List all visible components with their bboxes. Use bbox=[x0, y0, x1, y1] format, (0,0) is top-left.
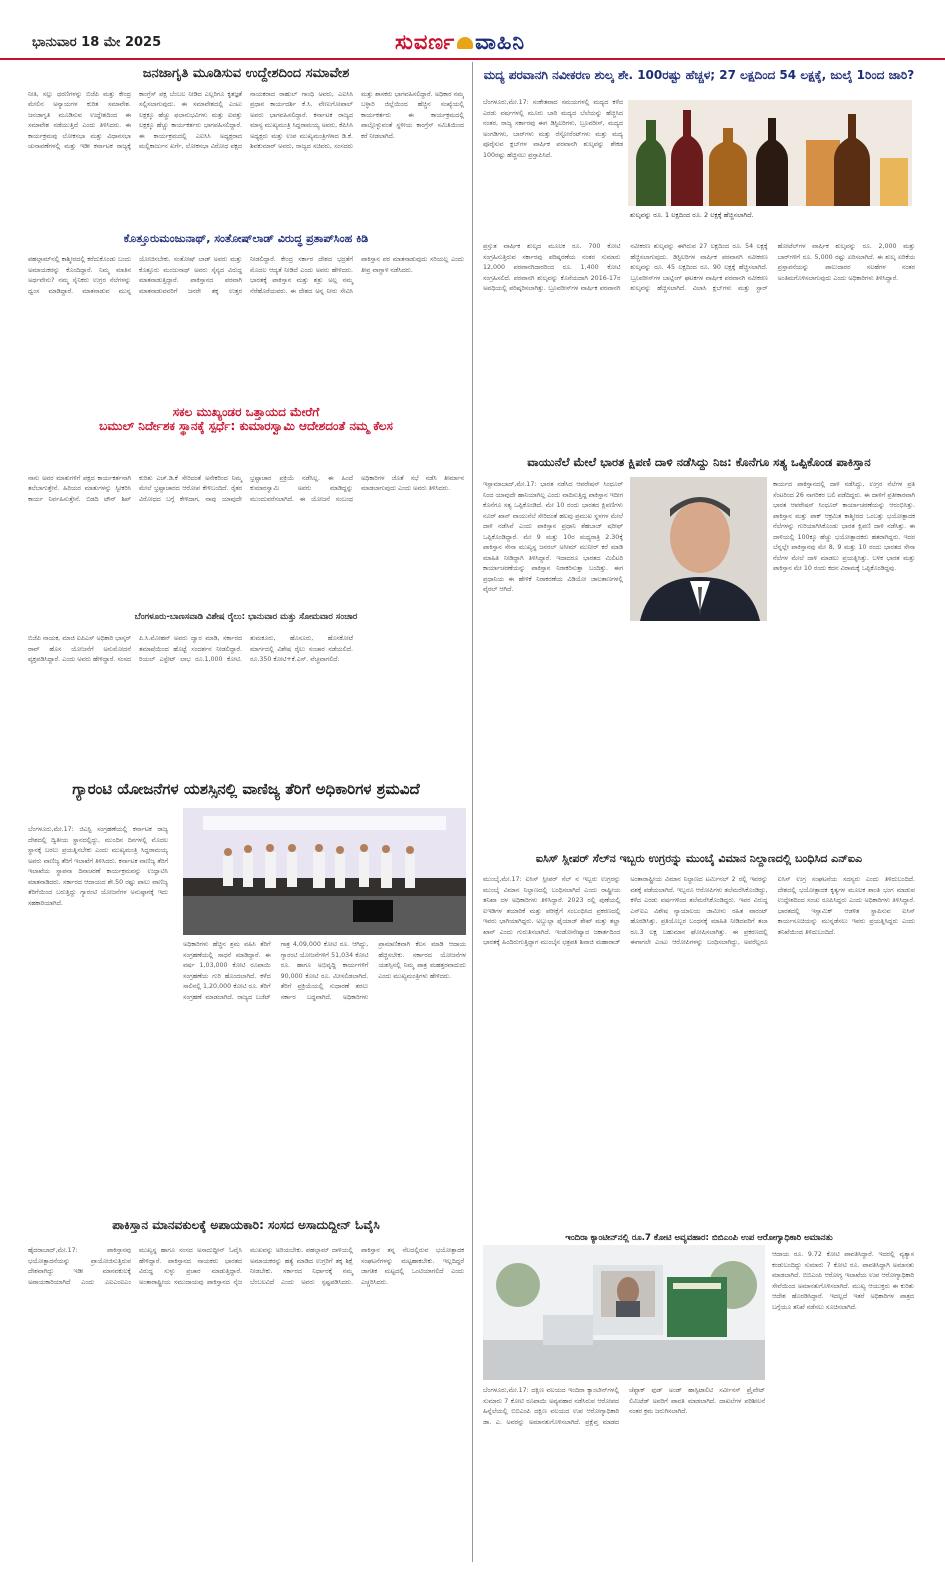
article-indira-canteen bbox=[483, 1233, 915, 1243]
headline: ಐಸಿಸ್ ಸ್ಲೀಪರ್ ಸೆಲ್‌ನ ಇಬ್ಬರು ಉಗ್ರರನ್ನು ಮುಂಬೈ ವಿಮಾನ ನಿಲ್ದಾಣದಲ್ಲಿ ಬಂಧಿಸಿದ ಎನ್‌ಐಎ bbox=[535, 852, 863, 865]
article-liquor-license bbox=[483, 68, 915, 82]
headline: ಜನಜಾಗೃತಿ ಮೂಡಿಸುವ ಉದ್ದೇಶದಿಂದ ಸಮಾವೇಶ bbox=[142, 66, 350, 81]
article-isis-arrest bbox=[483, 852, 915, 1200]
headline: ಇಂದಿರಾ ಕ್ಯಾಂಟೀನ್‌ನಲ್ಲಿ ರೂ.7 ಕೋಟಿ ಅವ್ಯವಹಾರ: ಬಿಬಿಎಂಪಿ ಉಪ ಆರೋಗ್ಯಾಧಿಕಾರಿ ಅಮಾನತು bbox=[565, 1233, 833, 1243]
article-special-train bbox=[28, 612, 464, 744]
headline: ಕೊತ್ತೂರುಮಂಜುನಾಥ್, ಸಂತೋಷ್‌ಲಾಡ್ ವಿರುದ್ಧ ಪ್ರತಾಪ್‌ಸಿಂಹ ಕಿಡಿ bbox=[123, 232, 369, 245]
article-guarantee bbox=[28, 780, 464, 798]
article-liquor-body-top: ಬೆಂಗಳೂರು,ಮೇ.17: ಸಂಕೇತವಾದ ಸಮಯಗಳಲ್ಲಿ ಮದ್ಯದ ಕಳೆದ ಎರಡು ವರ್ಷಗಳಲ್ಲಿ ಮೂರು ಬಾರಿ ಮದ್ಯದ ಬೆಲೆಯನ್ನು ಹೆಚ್ಚಿಸಿದ ನಂತರ, ರಾಜ್ಯ ಸರ್ಕಾರವು ಈಗ ಡಿಸ್ಟಿಲರಿಗಳು, ಬ್ರೂವರೀಸ್, ಮದ್ಯದ ಅಂಗಡಿಗಳು, ಬಾರ್‌ಗಳು ಮತ್ತು ರೆಸ್ಟೋರೆಂಟ್‌ಗಳು ಮತ್ತು ಮದ್ಯ ಪೂರೈಸುವ ಕ್ಲಬ್‌ಗಳ ವಾರ್ಷಿಕ ಪರವಾನಗಿ ಶುಲ್ಕವನ್ನು ಶೇಕಡ 100ರಷ್ಟು ಹೆಚ್ಚಿಸಲು ಪ್ರಸ್ತಾಪಿಸಿದೆ. bbox=[483, 99, 623, 159]
headline-line-2: ಬಮುಲ್ ನಿರ್ದೇಶಕ ಸ್ಥಾನಕ್ಕೆ ಸ್ಪರ್ಧೆ: ಕುಮಾರಸ್ವಾಮಿ ಆದೇಶದಂತೆ ನಮ್ಮ ಕೆಲಸ bbox=[99, 419, 393, 434]
article-indira-body-right: ಆದಾಯ ರೂ. 9.72 ಕೋಟಿ ಪಾವತಿಸಿದ್ದಾರೆ. ಇದರಲ್ಲಿ ವ್ಯತ್ಯಾಸ ಕಂಡುಬಂದಿದ್ದು ಸುಮಾರು 7 ಕೋಟಿ ರೂ. ಪಾವತಿಸಿದ್ದಾಗಿ ಅಮಾನತು ಮಾಡಲಾಗಿದೆ. ಬಿಬಿಎಂಪಿ ಆರೋಗ್ಯ ಇಲಾಖೆಯ ಉಪ ಆರೋಗ್ಯಾಧಿಕಾರಿ ಸೇವೆಯಿಂದ ಅಮಾನತುಗೊಳಿಸಲಾಗಿದೆ. ಮುಖ್ಯ ಆಯುಕ್ತರು ಈ ಕುರಿತು ಆದೇಶ ಹೊರಡಿಸಿದ್ದಾರೆ. ಇದಲ್ಲದೆ ಇತರೆ ಅಧಿಕಾರಿಗಳ ಪಾತ್ರದ ಬಗ್ಗೆಯೂ ತನಿಖೆ ನಡೆಸಲು ಸೂಚಿಸಲಾಗಿದೆ. bbox=[772, 1251, 914, 1311]
article-guarantee-body-top: ಬೆಂಗಳೂರು,ಮೇ.17: ಜಿಎಸ್ಟಿ ಸಂಗ್ರಹಣೆಯಲ್ಲಿ ಕರ್ನಾಟಕ ರಾಜ್ಯ ದೇಶದಲ್ಲಿ ದ್ವಿತೀಯ ಸ್ಥಾನದಲ್ಲಿದ್ದು, ಮುಂದಿನ ದಿನಗಳಲ್ಲಿ ಮೊದಲ ಸ್ಥಾನಕ್ಕೆ ಬರಲು ಪ್ರಯತ್ನಿಸಬೇಕು ಎಂದು ಮುಖ್ಯಮಂತ್ರಿ ಸಿದ್ದರಾಮಯ್ಯ ಅವರು ವಾಣಿಜ್ಯ ತೆರಿಗೆ ಇಲಾಖೆಗೆ ತಿಳಿಸಿದರು. ಕರ್ನಾಟಕ ವಾಣಿಜ್ಯ ತೆರಿಗೆ ಇಲಾಖೆಯ ಸ್ಥಾಪನಾ ದಿನಾಚರಣೆ ಕಾರ್ಯಕ್ರಮವನ್ನು ಉದ್ಘಾಟಿಸಿ ಮಾತನಾಡಿದರು. ಸರ್ಕಾರದ ಆದಾಯದ ಶೇ.50 ರಷ್ಟು ಪಾಲು ವಾಣಿಜ್ಯ ತೆರಿಗೆಯಿಂದ ಬರುತ್ತಿದ್ದು ಗ್ಯಾರಂಟಿ ಯೋಜನೆಗಳ ಅನುಷ್ಠಾನಕ್ಕೆ ಇದು ಸಹಕಾರಿಯಾಗಿದೆ. bbox=[28, 826, 168, 907]
photo-caption: ಶುಲ್ಕವನ್ನು ರೂ. 1 ಲಕ್ಷದಿಂದ ರೂ. 2 ಲಕ್ಷಕ್ಕೆ ಹೆಚ್ಚಿಸಲಾಗಿದೆ. bbox=[630, 211, 754, 219]
shehbaz-sharif-photo bbox=[630, 477, 767, 621]
logo-lamp-icon bbox=[457, 37, 473, 49]
headline-line-1: ಸಕಲ ಮುಖ್ಯಂಡರ ಒತ್ತಾಯದ ಮೇರೆಗೆ bbox=[172, 405, 320, 419]
article-body: ಹೈದರಾಬಾದ್,ಮೇ.17: ಪಾಕಿಸ್ತಾನವು ಭಯೋತ್ಪಾದನೆಯನ್ನು ಪ್ರಾಯೋಜಿಸುತ್ತಿರುವ ದೇಶವಾಗಿದ್ದು ಇಡೀ ಮಾನವಕುಲಕ್ಕೆ ಅಪಾಯಕಾರಿಯಾಗಿದೆ ಎಂದು ಎಐಎಂಐಎಂ ಮುಖ್ಯಸ್ಥ ಹಾಗೂ ಸಂಸದ ಅಸಾದುದ್ದೀನ್ ಓವೈಸಿ ಹೇಳಿದ್ದಾರೆ. ಪಾಕಿಸ್ತಾನದ ನಾಯಕರು ಭಾರತದ ವಿರುದ್ಧ ಸುಳ್ಳು ಪ್ರಚಾರ ಮಾಡುತ್ತಿದ್ದಾರೆ. ಅಂತಾರಾಷ್ಟ್ರೀಯ ಸಮುದಾಯವು ಪಾಕಿಸ್ತಾನದ ನೈಜ ಮುಖವನ್ನು ಅರಿಯಬೇಕು. ಪಹಲ್ಗಾಮ್ ದಾಳಿಯಲ್ಲಿ ಅಮಾಯಕರನ್ನು ಹತ್ಯೆ ಮಾಡಿದ ಉಗ್ರರಿಗೆ ತಕ್ಕ ಶಿಕ್ಷೆ ನೀಡಬೇಕು. ಸರ್ಕಾರದ ನಿರ್ಧಾರಕ್ಕೆ ನಮ್ಮ ಬೆಂಬಲವಿದೆ ಎಂದು ಅವರು ಸ್ಪಷ್ಟಪಡಿಸಿದರು. ಪಾಕಿಸ್ತಾನ ತನ್ನ ನೆಲದಲ್ಲಿರುವ ಭಯೋತ್ಪಾದಕ ಸಂಘಟನೆಗಳನ್ನು ಮಟ್ಟಹಾಕಬೇಕು. ಇಲ್ಲದಿದ್ದರೆ ಜಾಗತಿಕ ಮಟ್ಟದಲ್ಲಿ ಒಂಟಿಯಾಗಲಿದೆ ಎಂದು ಎಚ್ಚರಿಸಿದರು. bbox=[28, 1247, 464, 1286]
article-pakistan-admits bbox=[483, 456, 915, 470]
column-divider bbox=[472, 62, 473, 1562]
article-body: ನಾನು ಅವರ ಮಾತುಗಳಿಗೆ ಪಕ್ಷದ ಕಾರ್ಯಕರ್ತನಾಗಿ ತಲೆಬಾಗುತ್ತೇನೆ. ಹಿರಿಯರ ಮಾತುಗಳನ್ನು ಸ್ವೀಕರಿಸಿ ಕಾರ್ಯ ನಿರ್ವಹಿಸುತ್ತೇನೆ. ಬಿಡದಿ ಟೌನ್ ಶಿಪ್ ಕುರಿತು ಎಚ್.ಡಿ.ಕೆ ಸೇರಿದಂತೆ ಅನೇಕರಿಂದ ನಿಮ್ಮ ಮೇಲೆ ಭ್ರಷ್ಟಾಚಾರದ ಆರೋಪ ಕೇಳಿಬಂದಿದೆ. ರೈತರ ವಿರೋಧದ ಬಗ್ಗೆ ಕೇಳಿದಾಗ, ನಾವು ಯಾವುದೇ ಭ್ರಷ್ಟಾಚಾರ ಪ್ರಕ್ರಿಯೆ ನಡೆಸಿಲ್ಲ. ಈ ಹಿಂದೆ ಕುಮಾರಸ್ವಾಮಿ ಅವರು ಮಾಡಿದ್ದನ್ನು ಮುಂದುವರೆಸಲಾಗಿದೆ. ಈ ಯೋಜನೆ ಸಂಬಂಧ ಅಧಿಕಾರಿಗಳ ಜೊತೆ ಸಭೆ ನಡೆಸಿ ತೀರ್ಮಾನ ಮಾಡಲಾಗುವುದು ಎಂದು ಅವರು ತಿಳಿಸಿದರು. bbox=[28, 474, 464, 503]
article-liquor-body-bottom: ಪ್ರಸ್ತುತ ವಾರ್ಷಿಕ ಶುಲ್ಕದ ಮೂಲಕ ರೂ. 700 ಕೋಟಿ ಸಂಗ್ರಹಿಸುತ್ತಿರುವ ಸರ್ಕಾರವು ಪರಿಷ್ಕರಣೆಯ ನಂತರ ಸುಮಾರು 12,000 ಪರವಾನಗಿದಾರರಿಂದ ರೂ. 1,400 ಕೋಟಿ ಸಂಗ್ರಹಿಸಲಿದೆ. ಪರವಾನಗಿ ಶುಲ್ಕವನ್ನು ಕೊನೆಯದಾಗಿ 2016-17ರ ಅವಧಿಯಲ್ಲಿ ಪರಿಷ್ಕರಿಸಲಾಗಿತ್ತು. ಬ್ರೂವರೀಸ್‌ಗಳ ವಾರ್ಷಿಕ ಪರವಾನಗಿ ನವೀಕರಣ ಶುಲ್ಕವನ್ನು ಈಗಿರುವ 27 ಲಕ್ಷದಿಂದ ರೂ. 54 ಲಕ್ಷಕ್ಕೆ ಹೆಚ್ಚಿಸಲಾಗುವುದು. ಡಿಸ್ಟಿಲರಿಗಳ ವಾರ್ಷಿಕ ಪರವಾನಗಿ ನವೀಕರಣ ಶುಲ್ಕವನ್ನು ರೂ. 45 ಲಕ್ಷದಿಂದ ರೂ. 90 ಲಕ್ಷಕ್ಕೆ ಹೆಚ್ಚಿಸಲಾಗಿದೆ. ಬ್ರೂವರೀಸ್‌ಗಳ ಬಾಟ್ಲಿಂಗ್ ಘಟಕಗಳ ವಾರ್ಷಿಕ ಪರವಾನಗಿ ನವೀಕರಣ ಶುಲ್ಕವನ್ನು ಹೆಚ್ಚಿಸಲಾಗಿದೆ. ವಿಲಾಸಿ ಕ್ಲಬ್‌ಗಳು ಮತ್ತು ಸ್ಟಾರ್ ಹೋಟೆಲ್‌ಗಳ ವಾರ್ಷಿಕ ಶುಲ್ಕವನ್ನು ರೂ. 2,000 ಮತ್ತು ಬಾರ್‌ಗಳಿಗೆ ರೂ. 5,000 ರಷ್ಟು ಏರಿಸಲಾಗಿದೆ. ಈ ಶುಲ್ಕ ಏರಿಕೆಯ ಪ್ರಸ್ತಾವನೆಯನ್ನು ಪಾಲುದಾರರ ಸಲಹೆಗಳ ನಂತರ ಅಂತಿಮಗೊಳಿಸಲಾಗುವುದು ಎಂದು ಅಧಿಕಾರಿಗಳು ತಿಳಿಸಿದ್ದಾರೆ. bbox=[483, 243, 915, 292]
headline: ಗ್ಯಾರಂಟಿ ಯೋಜನೆಗಳ ಯಶಸ್ಸಿನಲ್ಲಿ ವಾಣಿಜ್ಯ ತೆರಿಗೆ ಅಧಿಕಾರಿಗಳ ಶ್ರಮವಿದೆ bbox=[72, 780, 420, 798]
article-guarantee-body-bottom: ಅಧಿಕಾರಿಗಳು ಹೆಚ್ಚಿನ ಶ್ರಮ ವಹಿಸಿ ತೆರಿಗೆ ಸಂಗ್ರಹಣೆಯಲ್ಲಿ ಸಾಧನೆ ಮಾಡಿದ್ದಾರೆ. ಈ ವರ್ಷ 1,03,000 ಕೋಟಿ ರೂಪಾಯಿ ಸಂಗ್ರಹಣೆಯ ಗುರಿ ಹೊಂದಲಾಗಿದೆ. ಕಳೆದ ಸಾಲಿನಲ್ಲಿ 1,20,000 ಕೋಟಿ ರೂ. ತೆರಿಗೆ ಸಂಗ್ರಹಣೆ ಮಾಡಲಾಗಿದೆ. ರಾಜ್ಯದ ಬಜೆಟ್ ಗಾತ್ರ 4,09,000 ಕೋಟಿ ರೂ. ಆಗಿದ್ದು, ಗ್ಯಾರಂಟಿ ಯೋಜನೆಗಳಿಗೆ 51,034 ಕೋಟಿ ರೂ. ಹಾಗೂ ಅಭಿವೃದ್ಧಿ ಕಾರ್ಯಗಳಿಗೆ 90,000 ಕೋಟಿ ರೂ. ಮೀಸಲಿಡಲಾಗಿದೆ. ತೆರಿಗೆ ಪ್ರಕ್ರಿಯೆಯಲ್ಲಿ ಸುಧಾರಣೆ ತರಲು ಸರ್ಕಾರ ಬದ್ಧವಾಗಿದೆ. ಅಧಿಕಾರಿಗಳು ಪ್ರಾಮಾಣಿಕವಾಗಿ ಕೆಲಸ ಮಾಡಿ ಆದಾಯ ಹೆಚ್ಚಿಸಬೇಕು. ಸರ್ಕಾರದ ಯೋಜನೆಗಳ ಯಶಸ್ಸಿನಲ್ಲಿ ನಿಮ್ಮ ಪಾತ್ರ ಮಹತ್ತರವಾದುದು ಎಂದು ಮುಖ್ಯಮಂತ್ರಿಗಳು ಹೇಳಿದರು. bbox=[183, 941, 466, 1001]
article-indira-body-bottom: ಬೆಂಗಳೂರು,ಮೇ.17: ದಕ್ಷಿಣ ವಲಯದ ಇಂದಿರಾ ಕ್ಯಾಂಟೀನ್‌ಗಳಲ್ಲಿ ಸುಮಾರು 7 ಕೋಟಿ ರೂಪಾಯಿ ಅವ್ಯವಹಾರ ನಡೆಸಿರುವ ಆರೋಪದ ಹಿನ್ನೆಲೆಯಲ್ಲಿ ಬಿಬಿಎಂಪಿ ದಕ್ಷಿಣ ವಲಯದ ಉಪ ಆರೋಗ್ಯಾಧಿಕಾರಿ ಡಾ. ಎ. ಅವರನ್ನು ಅಮಾನತುಗೊಳಿಸಲಾಗಿದೆ. ಪ್ರಕ್ಷೆಪ್ತ ಮಾಡದ ಚೆಫ್ಟಾಕ್ ಫುಡ್ ಅಂಡ್ ಹಾಸ್ಪಿಟಾಲಿಟಿ ಸರ್ವೀಸಸ್ ಪ್ರೈವೇಟ್ ಲಿಮಿಟೆಡ್ ಅವರಿಗೆ ಪಾವತಿ ಮಾಡಲಾಗಿದೆ. ದಾಖಲೆಗಳ ಪರಿಶೀಲನೆ ನಂತರ ಕ್ರಮ ಜರುಗಿಸಲಾಗಿದೆ. bbox=[483, 1387, 765, 1426]
logo-text-left: ಸುವರ್ಣ bbox=[395, 30, 456, 54]
article-owaisi bbox=[28, 1218, 464, 1546]
article-prathapsimha bbox=[28, 232, 464, 379]
liquor-bottles-photo bbox=[628, 100, 912, 206]
article-body: ಮುಂಬೈ,ಮೇ.17: ಐಸಿಸ್ ಸ್ಲೀಪರ್ ಸೆಲ್ ನ ಇಬ್ಬರು ಉಗ್ರರನ್ನು ಮುಂಬೈ ವಿಮಾನ ನಿಲ್ದಾಣದಲ್ಲಿ ಬಂಧಿಸಲಾಗಿದೆ ಎಂದು ರಾಷ್ಟ್ರೀಯ ತನಿಖಾ ದಳ ಅಧಿಕಾರಿಗಳು ತಿಳಿಸಿದ್ದಾರೆ. 2023 ರಲ್ಲಿ ಪುಣೆಯಲ್ಲಿ ಐಇಡಿಗಳ ತಯಾರಿಕೆ ಮತ್ತು ಪರೀಕ್ಷೆಗೆ ಸಂಬಂಧಿಸಿದ ಪ್ರಕರಣದಲ್ಲಿ ಇವರು ಭಾಗಿಯಾಗಿದ್ದರು. ಅಬ್ದುಲ್ಲಾ ಫೈಯಾಜ್ ಶೇಖ್ ಮತ್ತು ತಲ್ಹಾ ಖಾನ್ ಎಂದು ಗುರುತಿಸಲಾಗಿದೆ. ಇಂಡೋನೇಷ್ಯಾದ ಜಕಾರ್ತದಿಂದ ಭಾರತಕ್ಕೆ ಹಿಂದಿರುಗುತ್ತಿದ್ದಾಗ ಮುಂಬೈನ ಛತ್ರಪತಿ ಶಿವಾಜಿ ಮಹಾರಾಜ್ ಅಂತಾರಾಷ್ಟ್ರೀಯ ವಿಮಾನ ನಿಲ್ದಾಣದ ಟರ್ಮಿನಲ್ 2 ರಲ್ಲಿ ಇವರನ್ನು ವಶಕ್ಕೆ ಪಡೆಯಲಾಗಿದೆ. ಇಬ್ಬರೂ ಆರೋಪಿಗಳು ತಲೆಮರೆಸಿಕೊಂಡಿದ್ದು, ಕಳೆದ ಎರಡು ವರ್ಷಗಳಿಂದ ತಲೆಮರೆಸಿಕೊಂಡಿದ್ದರು. ಇವರ ವಿರುದ್ಧ ಎನ್‌ಐಎ ವಿಶೇಷ ನ್ಯಾಯಾಲಯ ಜಾಮೀನು ರಹಿತ ವಾರಂಟ್ ಹೊರಡಿಸಿತ್ತು. ಪ್ರತಿಯೊಬ್ಬರ ಬಂಧನಕ್ಕೆ ಮಾಹಿತಿ ನೀಡಿದವರಿಗೆ ತಲಾ ರೂ.3 ಲಕ್ಷ ಬಹುಮಾನ ಘೋಷಿಸಲಾಗಿತ್ತು. ಈ ಪ್ರಕರಣದಲ್ಲಿ ಈಗಾಗಲೇ ಎಂಟು ಆರೋಪಿಗಳನ್ನು ಬಂಧಿಸಲಾಗಿದ್ದು, ಅವರೆಲ್ಲರೂ ಐಸಿಸ್ ಉಗ್ರ ಸಂಘಟನೆಯ ಸದಸ್ಯರು ಎಂದು ತಿಳಿದುಬಂದಿದೆ. ದೇಶದಲ್ಲಿ ಭಯೋತ್ಪಾದಕ ಕೃತ್ಯಗಳ ಮೂಲಕ ಶಾಂತಿ ಭಂಗ ಮಾಡುವ ಉದ್ದೇಶದಿಂದ ಸಂಚು ರೂಪಿಸಿದ್ದರು ಎಂದು ಅಧಿಕಾರಿಗಳು ತಿಳಿಸಿದ್ದಾರೆ. ಭಾರತದಲ್ಲಿ ಇಸ್ಲಾಮಿಕ್ ಆಡಳಿತ ಸ್ಥಾಪಿಸುವ ಐಸಿಸ್ ಕಾರ್ಯಸೂಚಿಯನ್ನು ಮುನ್ನಡೆಸಲು ಇವರು ಪ್ರಯತ್ನಿಸಿದ್ದರು ಎಂದು ತನಿಖೆಯಿಂದ ತಿಳಿದುಬಂದಿದೆ. bbox=[483, 876, 915, 947]
headline: ಬೆಂಗಳೂರು-ಬಾಣಸವಾಡಿ ವಿಶೇಷ ರೈಲು: ಭಾನುವಾರ ಮತ್ತು ಸೋಮವಾರ ಸಂಚಾರ bbox=[134, 612, 358, 622]
article-body: ಬಿಜೆಪಿ ನಾಯಕ, ಮಾಜಿ ಐಪಿಎಸ್ ಅಧಿಕಾರಿ ಭಾಸ್ಕರ್ ರಾವ್ ಹೊಸ ಯೋಜನೆಗೆ ಅನುಮೋದನೆ ವ್ಯಕ್ತಪಡಿಸಿದ್ದಾರೆ. ಎಂದು ಅವರು ಹೇಳಿದ್ದಾರೆ. ಸಂಸದ ಪಿ.ಸಿ.ಮೋಹನ್ ಅವರು ದ್ವಾರ ಮಾಡಿ, ಸರ್ಕಾರದ ತಮಾಷೆಯಿಂದ ಹೊಟ್ಟೆ ಸಂದರ್ಶನ ನೀಡಲಿದ್ದಾರೆ. ರಿಯಲ್ ಎಸ್ಟೇಟ್ ಲಾಭ ರೂ.1,000 ಕೋಟಿ. ತುಮಕೂರು, ಹೊಸೂರು, ಹೊಸಕೋಟೆ ಮಾರ್ಗದಲ್ಲಿ ವಿಶೇಷ ರೈಲು ಸಂಚಾರ ನಡೆಯಲಿದೆ. ರೂ.350 ಕೋಟಿ+ಕೆ.ಎಸ್. ವೆಚ್ಚವಾಗಲಿದೆ. bbox=[28, 635, 353, 664]
article-bamul bbox=[28, 405, 464, 584]
article-pakistan-body-right: ಕಾರ್ಯದ ಪಾಕಿಸ್ತಾನದಲ್ಲಿ ದಾಳಿ ನಡೆಸಿದ್ದು, ಉಗ್ರರ ನೆಲೆಗಳ ಪ್ರತಿ ಸೆಂಟರಿಂದ 26 ನಾಗರಿಕರ ಬಲಿ ಪಡೆದಿದ್ದರು. ಈ ದಾಳಿಗೆ ಪ್ರತೀಕಾರವಾಗಿ ಭಾರತ ಆಪರೇಷನ್ ಸಿಂಧೂರ್ ಕಾರ್ಯಾಚರಣೆಯನ್ನು ಆರಂಭಿಸಿತ್ತು. ಪಾಕಿಸ್ತಾನ ಮತ್ತು ಪಾಕ್ ಆಕ್ರಮಿತ ಕಾಶ್ಮೀರದ ಒಂಬತ್ತು ಭಯೋತ್ಪಾದಕ ನೆಲೆಗಳನ್ನು ಗುರಿಯಾಗಿಸಿಕೊಂಡು ಭಾರತ ಕ್ಷಿಪಣಿ ದಾಳಿ ನಡೆಸಿತ್ತು. ಈ ದಾಳಿಯಲ್ಲಿ 100ಕ್ಕೂ ಹೆಚ್ಚು ಭಯೋತ್ಪಾದಕರು ಹತರಾಗಿದ್ದರು. ಇದರ ಬೆನ್ನಲ್ಲೇ ಪಾಕಿಸ್ತಾನವು ಮೇ 8, 9 ಮತ್ತು 10 ರಂದು ಭಾರತದ ಸೇನಾ ನೆಲೆಗಳ ಮೇಲೆ ದಾಳಿ ಮಾಡಲು ಪ್ರಯತ್ನಿಸಿತ್ತು. ಬಳಿಕ ಭಾರತ ಮತ್ತು ಪಾಕಿಸ್ತಾನ ಮೇ 10 ರಂದು ಕದನ ವಿರಾಮಕ್ಕೆ ಒಪ್ಪಿಕೊಂಡಿದ್ದವು. bbox=[773, 481, 915, 572]
gst-event-photo bbox=[183, 808, 466, 935]
newspaper-logo bbox=[395, 30, 525, 55]
headline: ವಾಯುನೆಲೆ ಮೇಲೆ ಭಾರತ ಕ್ಷಿಪಣಿ ದಾಳಿ ನಡೆಸಿದ್ದು ನಿಜ: ಕೊನೆಗೂ ಸತ್ಯ ಒಪ್ಪಿಕೊಂಡ ಪಾಕಿಸ್ತಾನ bbox=[527, 455, 871, 469]
headline: ಪಾಕಿಸ್ತಾನ ಮಾನವಕುಲಕ್ಕೆ ಅಪಾಯಕಾರಿ: ಸಂಸದ ಅಸಾದುದ್ದೀನ್ ಓವೈಸಿ bbox=[112, 1218, 380, 1232]
headline: ಮದ್ಯ ಪರವಾನಗಿ ನವೀಕರಣ ಶುಲ್ಕ ಶೇ. 100ರಷ್ಟು ಹೆಚ್ಚಳ; 27 ಲಕ್ಷದಿಂದ 54 ಲಕ್ಷಕ್ಕೆ, ಜುಲೈ 1ರಿಂದ ಜಾರಿ? bbox=[483, 68, 915, 82]
issue-date: ಭಾನುವಾರ 18 ಮೇ 2025 bbox=[32, 35, 162, 50]
article-janajagruti bbox=[28, 66, 464, 210]
logo-text-right: ವಾಹಿನಿ bbox=[475, 30, 526, 54]
article-pakistan-body-left: ಇಸ್ಲಾಮಾಬಾದ್,ಮೇ.17: ಭಾರತ ನಡೆಸಿದ ಆಪರೇಷನ್ ಸಿಂಧೂರ್ ನಿಂದ ಯಾವುದೇ ಹಾನಿಯಾಗಿಲ್ಲ ಎಂದು ವಾದಿಸುತ್ತಿದ್ದ ಪಾಕಿಸ್ತಾನ ಇದೀಗ ಕೊನೆಗೂ ಸತ್ಯ ಒಪ್ಪಿಕೊಂಡಿದೆ. ಮೇ 10 ರಂದು ಭಾರತದ ಕ್ಷಿಪಣಿಗಳು ನೂರ್ ಖಾನ್ ವಾಯುನೆಲೆ ಸೇರಿದಂತೆ ಹಲವು ಪ್ರಮುಖ ಸ್ಥಳಗಳ ಮೇಲೆ ದಾಳಿ ನಡೆಸಿವೆ ಎಂದು ಪಾಕಿಸ್ತಾನ ಪ್ರಧಾನಿ ಶೆಹಬಾಜ್ ಷರೀಫ್ ಒಪ್ಪಿಕೊಂಡಿದ್ದಾರೆ. ಮೇ 9 ಮತ್ತು 10ರ ಮಧ್ಯರಾತ್ರಿ 2.30ಕ್ಕೆ ಪಾಕಿಸ್ತಾನ ಸೇನಾ ಮುಖ್ಯಸ್ಥ ಜನರಲ್ ಅಸೀಮ್ ಮುನೀರ್ ಕರೆ ಮಾಡಿ ಮಾಹಿತಿ ನೀಡಿದ್ದಾಗಿ ತಿಳಿಸಿದ್ದಾರೆ. ಇದಾದರೂ ಭಾರತದ ಮಿಲಿಟರಿ ಕಾರ್ಯಾಚರಣೆಯನ್ನು ಪಾಕಿಸ್ತಾನ ನಿರಾಕರಿಸುತ್ತಾ ಬಂದಿತ್ತು. ಈಗ ಪ್ರಧಾನಿಯ ಈ ಹೇಳಿಕೆ ನಿರಾಕರಣೆಯ ವಿಡಿಯೋ ಜಾಲತಾಣಗಳಲ್ಲಿ ವೈರಲ್ ಆಗಿದೆ. bbox=[483, 481, 623, 593]
article-body: ಪಹಲ್ಗಾಮ್‌ನಲ್ಲಿ ಕಾಶ್ಮೀರದಲ್ಲಿ ಕರೆದುಕೊಂಡು ಬಂದು ಅಮಾಯಕರನ್ನು ಕೊಂದಿದ್ದಾರೆ. ನಿಮ್ಮ ಮಾತಿನ ಅರ್ಥವೇನು? ನಮ್ಮ ಸೈನಿಕರು ಉಗ್ರರ ನೆಲೆಗಳನ್ನು ಧ್ವಂಸ ಮಾಡಿದ್ದಾರೆ. ಮಾತನಾಡುವ ಮುನ್ನ ಯೋಚಿಸಬೇಕು. ಸಂತೋಷ್ ಲಾಡ್ ಅವರು ಮತ್ತು ಕೊತ್ತೂರು ಮಂಜುನಾಥ್ ಅವರು ಸೈನ್ಯದ ವಿರುದ್ಧ ಮಾತನಾಡುತ್ತಿದ್ದಾರೆ. ಪಾಕಿಸ್ತಾನದ ಪರವಾಗಿ ಮಾತನಾಡುವವರಿಗೆ ಜನರೇ ತಕ್ಕ ಉತ್ತರ ನೀಡಲಿದ್ದಾರೆ. ಕೇಂದ್ರ ಸರ್ಕಾರ ದೇಶದ ಭದ್ರತೆಗೆ ಮೊದಲ ಆದ್ಯತೆ ನೀಡಿದೆ ಎಂದು ಅವರು ಹೇಳಿದರು. ಭಾರತಕ್ಕೆ ಪಾಕಿಸ್ತಾನ ಮತ್ತು ಶತ್ರು ಅಲ್ಲ ನಮ್ಮ ನೆರೆಹೊರೆಯವರು. ಈ ದೇಶದ ಅನ್ನ ನೀರು ಸೇವಿಸಿ ಪಾಕಿಸ್ತಾನ ಪರ ಮಾತನಾಡುವುದು ಸರಿಯಲ್ಲ ಎಂದು ತೀವ್ರ ವಾಗ್ದಾಳಿ ನಡೆಸಿದರು. bbox=[28, 256, 464, 295]
indira-canteen-photo bbox=[483, 1245, 765, 1380]
article-body: ನೀತಿ, ಸಲ್ಲು ಧರಣಿಗಳನ್ನು ಬಿಜೆಪಿ ಮತ್ತು ಕೇಂದ್ರ ಮೇಲಿನ ಅನ್ಯಾಯಗಳ ಕುರಿತ ಸಮಾವೇಶ. ಜನಜಾಗೃತಿ ಮೂಡಿಸುವ ಉದ್ದೇಶದಿಂದ ಈ ಸಮಾವೇಶ ನಡೆಯುತ್ತಿದೆ ಎಂದು ತಿಳಿಸಿದರು. ಈ ಕಾರ್ಯಕ್ರಮವು ಲೋಕಸಭಾ ಮತ್ತು ವಿಧಾನಸಭಾ ಚುನಾವಣೆಗಳಲ್ಲಿ ಮತ್ತು ಇಡೀ ಕರ್ನಾಟಕ ರಾಜ್ಯಕ್ಕೆ ಕಾಂಗ್ರೆಸ್ ಪಕ್ಷ ಬೆಂಬಲ ನೀಡಿದ ಎಲ್ಲರಿಗೂ ಕೃತಜ್ಞತೆ ಸಲ್ಲಿಸಲಾಗುವುದು. ಈ ಸಮಾವೇಶದಲ್ಲಿ ಎಂಟು ಲಕ್ಷಕ್ಕೂ ಹೆಚ್ಚು ಫಲಾನುಭವಿಗಳು ಮತ್ತು ಐವತ್ತು ಲಕ್ಷಕ್ಕೂ ಹೆಚ್ಚು ಕಾರ್ಯಕರ್ತರು ಭಾಗವಹಿಸಲಿದ್ದಾರೆ. ಈ ಕಾರ್ಯಕ್ರಮದಲ್ಲಿ ಎಐಸಿಸಿ ಅಧ್ಯಕ್ಷರಾದ ಮಲ್ಲಿಕಾರ್ಜುನ ಖರ್ಗೆ, ಲೋಕಸಭಾ ವಿರೋಧ ಪಕ್ಷದ ನಾಯಕರಾದ ರಾಹುಲ್ ಗಾಂಧಿ ಅವರು, ಎಐಸಿಸಿ ಪ್ರಧಾನ ಕಾರ್ಯದರ್ಶಿ ಕೆ.ಸಿ. ವೇಣುಗೋಪಾಲ್ ಅವರು ಭಾಗವಹಿಸಲಿದ್ದಾರೆ. ಕರ್ನಾಟಕ ರಾಜ್ಯದ ಮಾನ್ಯ ಮುಖ್ಯಮಂತ್ರಿ ಸಿದ್ದರಾಮಯ್ಯ ಅವರು, ಕೆಪಿಸಿಸಿ ಅಧ್ಯಕ್ಷರು ಮತ್ತು ಉಪ ಮುಖ್ಯಮಂತ್ರಿಗಳಾದ ಡಿ.ಕೆ. ಶಿವಕುಮಾರ್ ಅವರು, ರಾಜ್ಯದ ಸಚಿವರು, ಸಂಸದರು ಮತ್ತು ಶಾಸಕರು ಭಾಗವಹಿಸಲಿದ್ದಾರೆ. ಅಧಿಕಾರ ನಮ್ಮ ಬಳ್ಳಾರಿ ಜಿಲ್ಲೆಯಿಂದ ಹೆಚ್ಚಿನ ಸಂಖ್ಯೆಯಲ್ಲಿ ಕಾರ್ಯಕರ್ತರು ಈ ಕಾರ್ಯಕ್ರಮದಲ್ಲಿ ಪಾಲ್ಗೊಳ್ಳುವಂತೆ ಸ್ಥಳೀಯ ಕಾಂಗ್ರೆಸ್ ಸಮಿತಿಯಿಂದ ಕರೆ ನೀಡಲಾಗಿದೆ. bbox=[28, 90, 464, 151]
masthead bbox=[0, 0, 945, 60]
